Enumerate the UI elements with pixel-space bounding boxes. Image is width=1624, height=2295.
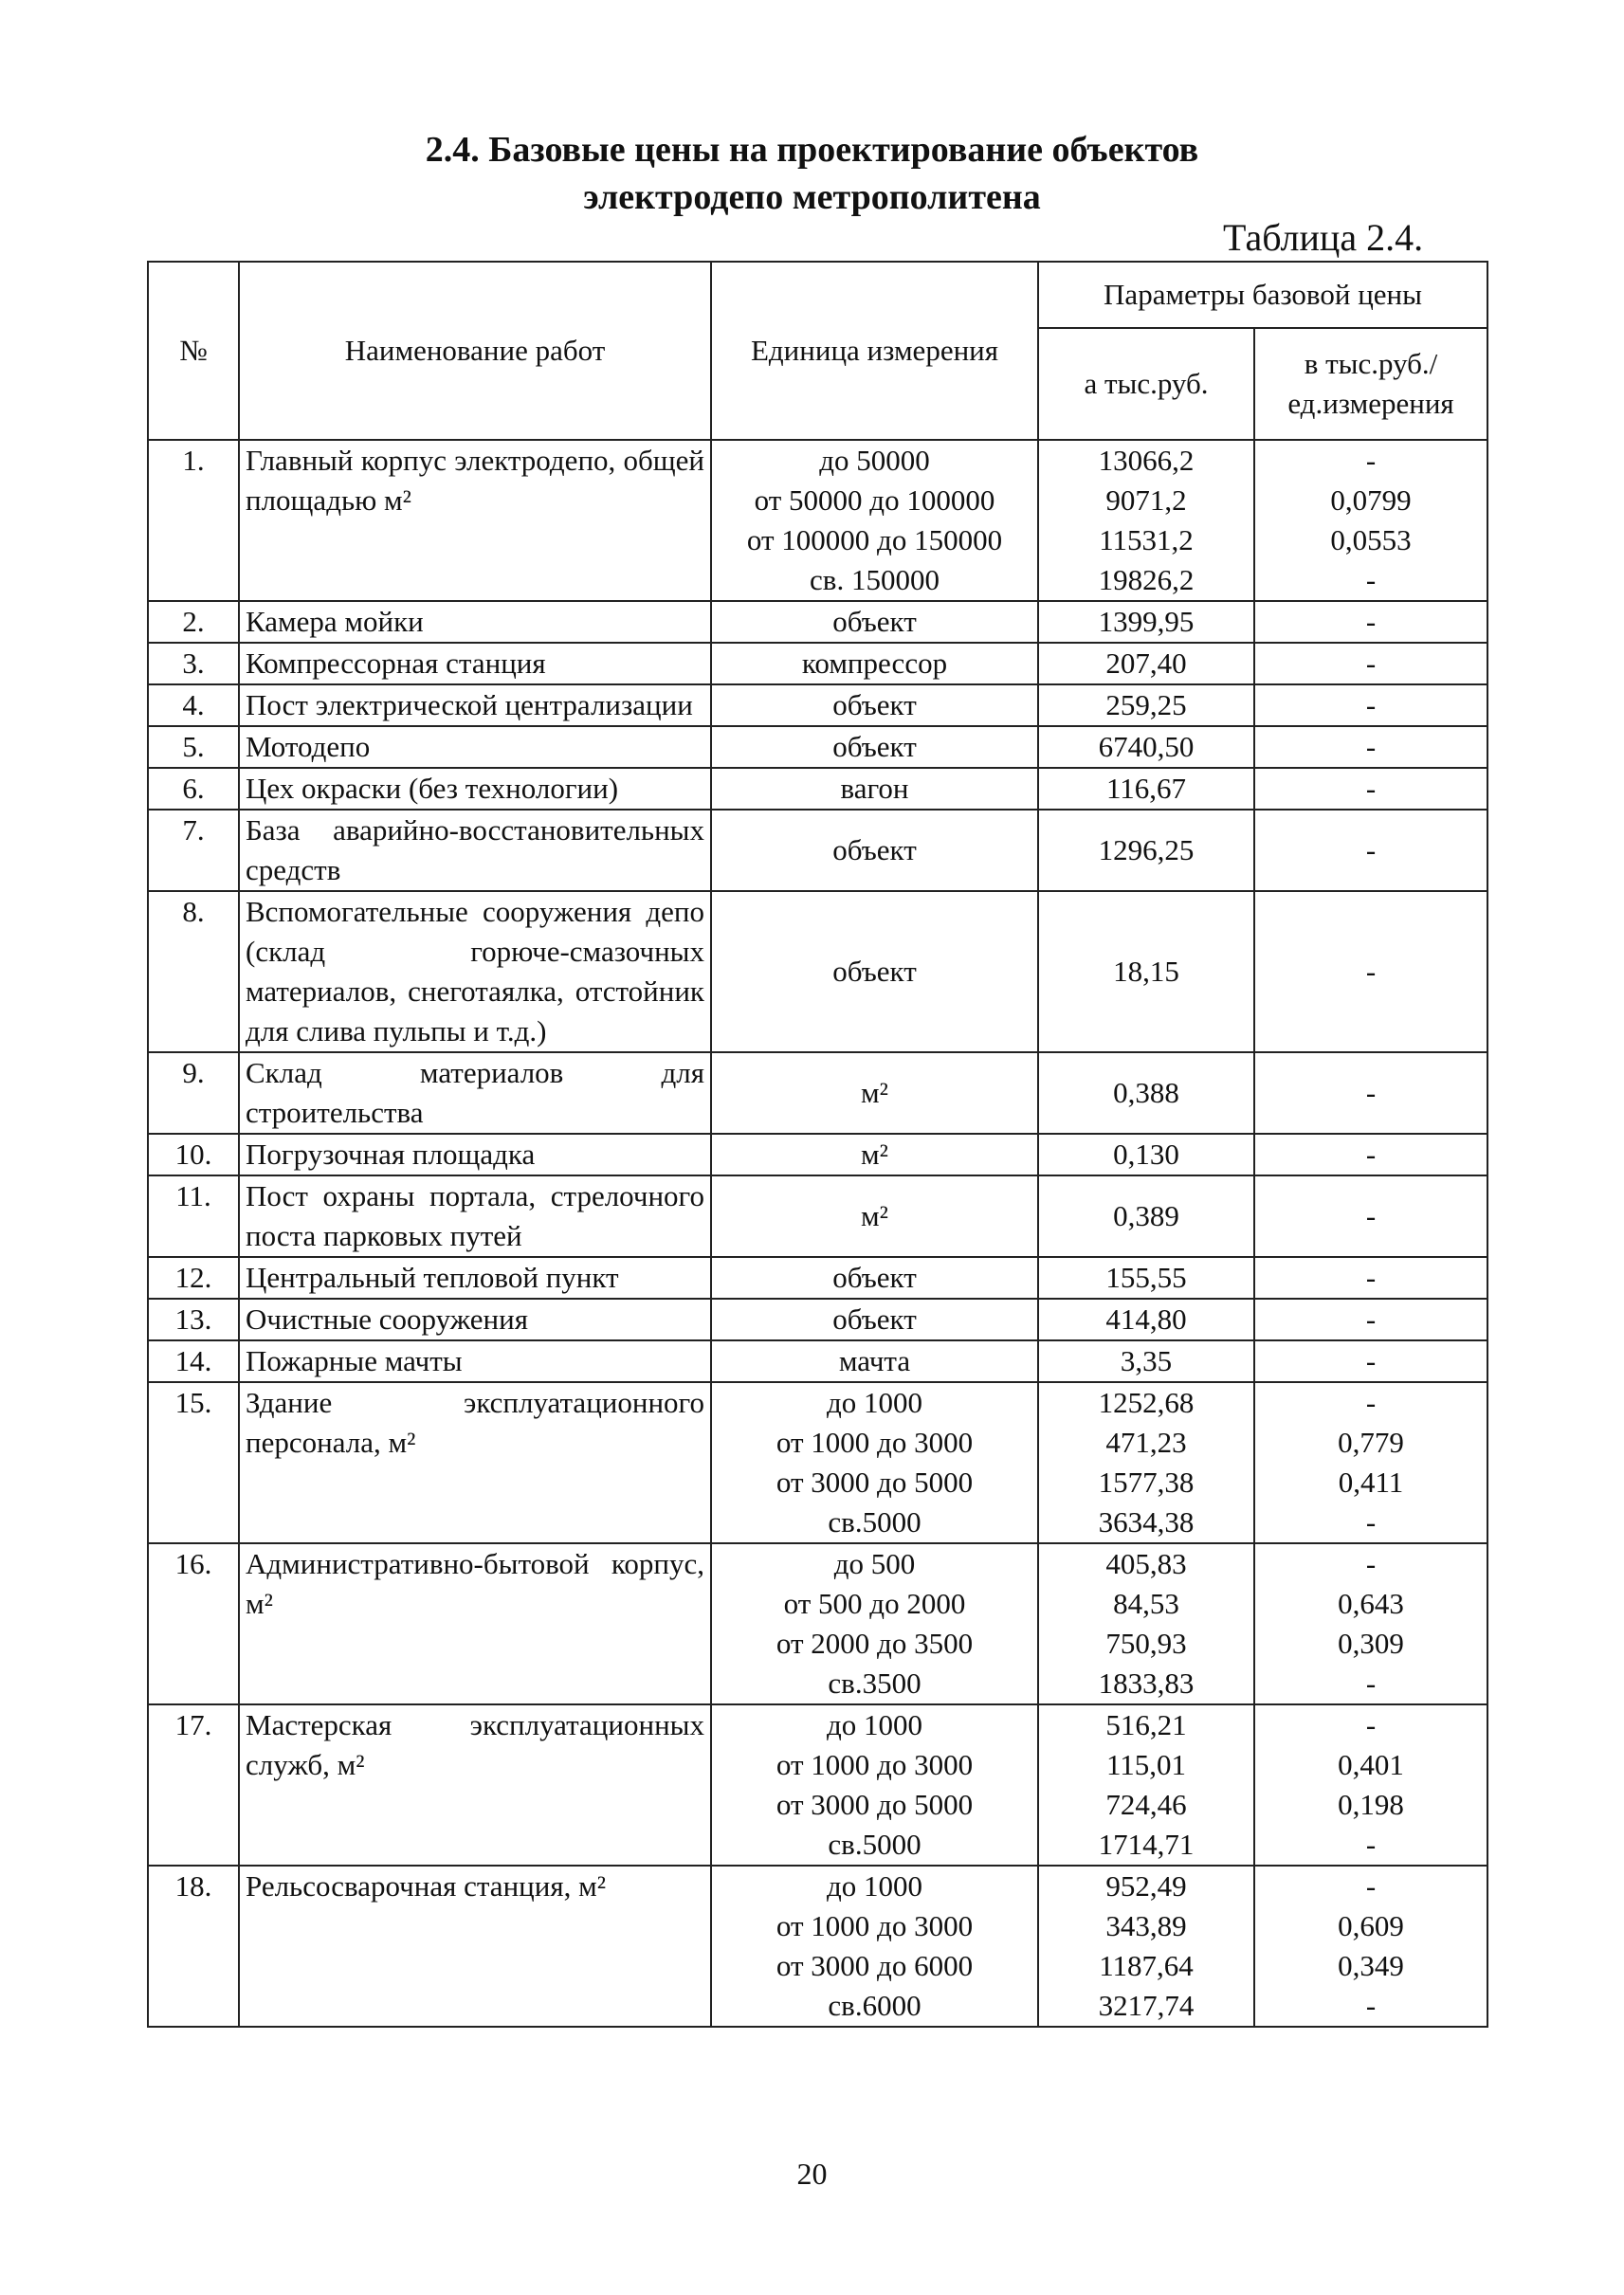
work-name: Рельсосварочная станция, м² (239, 1866, 711, 2027)
price-table (147, 261, 1488, 2028)
unit (711, 1543, 1038, 1704)
unit-value: до 1000 (826, 1869, 923, 1903)
price-b (1254, 1052, 1487, 1134)
row-number: 7. (148, 810, 239, 891)
table-row (148, 1299, 1487, 1340)
unit (711, 601, 1038, 643)
price-b (1254, 1866, 1487, 2027)
price-a-value: 115,01 (1105, 1748, 1187, 1781)
price-a-value: 0,130 (1113, 1138, 1179, 1171)
price-a (1038, 1704, 1254, 1866)
price-b-value: 0,198 (1338, 1788, 1404, 1821)
price-b-value: 0,0799 (1330, 483, 1412, 517)
table-row (148, 1052, 1487, 1134)
row-number: 18. (148, 1866, 239, 2027)
table-row (148, 768, 1487, 810)
table-row (148, 684, 1487, 726)
unit (711, 726, 1038, 768)
unit-value: от 50000 до 100000 (754, 483, 995, 517)
price-a-value: 13066,2 (1098, 444, 1195, 477)
price-b-value: - (1365, 1505, 1377, 1539)
header-name: Наименование работ (239, 262, 711, 440)
unit-value: св.5000 (828, 1828, 921, 1861)
unit-value: от 3000 до 5000 (776, 1788, 974, 1821)
work-name: Погрузочная площадка (239, 1134, 711, 1175)
price-b-value: - (1365, 1076, 1377, 1109)
unit-value: до 1000 (826, 1386, 923, 1419)
price-a-value: 343,89 (1105, 1909, 1187, 1942)
price-a (1038, 726, 1254, 768)
price-a-value: 3634,38 (1098, 1505, 1195, 1539)
work-name: Здание эксплуатационного персонала, м² (239, 1382, 711, 1543)
price-a-value: 1187,64 (1099, 1949, 1194, 1982)
price-a (1038, 1257, 1254, 1299)
unit-value: от 1000 до 3000 (776, 1748, 974, 1781)
unit-value: от 3000 до 5000 (776, 1466, 974, 1499)
work-name: Пост электрической централизации (239, 684, 711, 726)
unit-value: объект (832, 1261, 917, 1294)
unit (711, 1257, 1038, 1299)
work-name: Главный корпус электродепо, общей площадью м² (239, 440, 711, 601)
title-line-2: электродепо метрополитена (583, 177, 1041, 217)
price-a-value: 6740,50 (1098, 730, 1195, 763)
price-b-value: - (1365, 833, 1377, 866)
price-a-value: 3,35 (1120, 1344, 1173, 1377)
unit-value: от 100000 до 150000 (746, 523, 1003, 556)
price-a (1038, 601, 1254, 643)
price-a (1038, 810, 1254, 891)
unit-value: объект (832, 730, 917, 763)
price-a-value: 155,55 (1105, 1261, 1187, 1294)
unit (711, 891, 1038, 1052)
table-body (148, 440, 1487, 2027)
price-b (1254, 1543, 1487, 1704)
unit (711, 1299, 1038, 1340)
work-name: Мастерская эксплуатационных служб, м² (239, 1704, 711, 1866)
price-b (1254, 684, 1487, 726)
price-b-value: 0,0553 (1330, 523, 1412, 556)
price-b-value: - (1365, 1828, 1377, 1861)
price-b (1254, 1257, 1487, 1299)
table-row (148, 1382, 1487, 1543)
unit (711, 1175, 1038, 1257)
unit-value: св.6000 (828, 1989, 921, 2022)
price-b-value: 0,643 (1338, 1587, 1404, 1620)
unit-value: до 50000 (819, 444, 930, 477)
price-a-value: 0,388 (1113, 1076, 1179, 1109)
unit-value: объект (832, 833, 917, 866)
unit (711, 440, 1038, 601)
price-b-value: - (1365, 444, 1377, 477)
unit-value: от 2000 до 3500 (776, 1627, 974, 1660)
unit (711, 1382, 1038, 1543)
unit-value: м² (861, 1199, 888, 1232)
table-row (148, 1340, 1487, 1382)
unit (711, 1340, 1038, 1382)
unit-value: объект (832, 688, 917, 721)
unit-value: от 3000 до 6000 (776, 1949, 974, 1982)
work-name: База аварийно-восстановительных средств (239, 810, 711, 891)
row-number: 8. (148, 891, 239, 1052)
price-b-value: - (1365, 1989, 1377, 2022)
price-a-value: 750,93 (1105, 1627, 1187, 1660)
price-b-value: - (1365, 1302, 1377, 1336)
table-row (148, 1257, 1487, 1299)
price-b (1254, 440, 1487, 601)
work-name: Административно-бытовой корпус, м² (239, 1543, 711, 1704)
unit-value: до 1000 (826, 1708, 923, 1741)
table-header (148, 262, 1487, 440)
table-row (148, 1866, 1487, 2027)
row-number: 12. (148, 1257, 239, 1299)
price-a-value: 405,83 (1105, 1547, 1187, 1580)
table-row (148, 1543, 1487, 1704)
price-b (1254, 1134, 1487, 1175)
work-name: Компрессорная станция (239, 643, 711, 684)
price-a (1038, 1866, 1254, 2027)
unit (711, 768, 1038, 810)
unit-value: от 1000 до 3000 (776, 1426, 974, 1459)
price-b-value: 0,411 (1338, 1466, 1404, 1499)
unit-value: м² (861, 1138, 888, 1171)
page-number: 20 (796, 2157, 828, 2191)
price-b-value: 0,349 (1338, 1949, 1404, 1982)
price-a (1038, 1175, 1254, 1257)
work-name: Пост охраны портала, стрелочного поста парковых путей (239, 1175, 711, 1257)
row-number: 6. (148, 768, 239, 810)
price-b (1254, 1299, 1487, 1340)
header-unit: Единица измерения (711, 262, 1038, 440)
price-a-value: 414,80 (1105, 1302, 1187, 1336)
price-b-value: 0,401 (1338, 1748, 1404, 1781)
price-a-value: 116,67 (1105, 772, 1187, 805)
table-row (148, 1134, 1487, 1175)
row-number: 5. (148, 726, 239, 768)
page-title (0, 126, 1624, 221)
price-b-value: - (1365, 1138, 1377, 1171)
price-a (1038, 440, 1254, 601)
price-a-value: 724,46 (1105, 1788, 1187, 1821)
price-b-value: - (1365, 772, 1377, 805)
price-b-value: - (1365, 1547, 1377, 1580)
price-b (1254, 768, 1487, 810)
row-number: 17. (148, 1704, 239, 1866)
price-a (1038, 684, 1254, 726)
price-b (1254, 1175, 1487, 1257)
unit-value: до 500 (833, 1547, 916, 1580)
table-row (148, 1175, 1487, 1257)
price-a (1038, 643, 1254, 684)
price-a (1038, 1052, 1254, 1134)
work-name: Камера мойки (239, 601, 711, 643)
price-b-value: - (1365, 563, 1377, 596)
price-a-value: 11531,2 (1099, 523, 1194, 556)
price-a (1038, 1340, 1254, 1382)
unit-value: мачта (838, 1344, 911, 1377)
work-name: Центральный тепловой пункт (239, 1257, 711, 1299)
unit-value: от 1000 до 3000 (776, 1909, 974, 1942)
header-a: а тыс.руб. (1038, 328, 1254, 440)
price-b-value: - (1365, 730, 1377, 763)
row-number: 14. (148, 1340, 239, 1382)
work-name: Склад материалов для строительства (239, 1052, 711, 1134)
unit (711, 643, 1038, 684)
work-name: Пожарные мачты (239, 1340, 711, 1382)
row-number: 4. (148, 684, 239, 726)
price-b (1254, 1340, 1487, 1382)
price-b (1254, 891, 1487, 1052)
title-line-1: 2.4. Базовые цены на проектирование объектов (425, 130, 1199, 170)
row-number: 10. (148, 1134, 239, 1175)
work-name: Вспомогательные сооружения депо (склад горюче-смазочных материалов, снеготаялка, отстойник для слива пульпы и т.д.) (239, 891, 711, 1052)
unit-value: св. 150000 (810, 563, 940, 596)
unit-value: компрессор (801, 647, 948, 680)
price-b-value: - (1365, 1199, 1377, 1232)
price-a (1038, 1299, 1254, 1340)
table-row (148, 601, 1487, 643)
price-a (1038, 1543, 1254, 1704)
row-number: 11. (148, 1175, 239, 1257)
table-row (148, 726, 1487, 768)
unit-value: м² (861, 1076, 888, 1109)
price-b-value: 0,309 (1338, 1627, 1404, 1660)
table-row (148, 810, 1487, 891)
unit-value: св.5000 (828, 1505, 921, 1539)
price-a-value: 1399,95 (1098, 605, 1195, 638)
work-name: Цех окраски (без технологии) (239, 768, 711, 810)
price-b (1254, 726, 1487, 768)
price-b-value: 0,779 (1338, 1426, 1404, 1459)
price-a-value: 1252,68 (1098, 1386, 1195, 1419)
price-a (1038, 1382, 1254, 1543)
table-row (148, 1704, 1487, 1866)
table-row (148, 643, 1487, 684)
row-number: 2. (148, 601, 239, 643)
row-number: 13. (148, 1299, 239, 1340)
price-b-value: - (1365, 688, 1377, 721)
price-b (1254, 810, 1487, 891)
unit (711, 1866, 1038, 2027)
price-a-value: 9071,2 (1105, 483, 1187, 517)
price-b (1254, 1382, 1487, 1543)
unit (711, 684, 1038, 726)
unit-value: объект (832, 1302, 917, 1336)
price-a-value: 84,53 (1113, 1587, 1179, 1620)
price-b-value: - (1365, 1344, 1377, 1377)
unit-value: вагон (840, 772, 909, 805)
row-number: 15. (148, 1382, 239, 1543)
work-name: Мотодепо (239, 726, 711, 768)
row-number: 9. (148, 1052, 239, 1134)
price-b-value: 0,609 (1338, 1909, 1404, 1942)
unit (711, 1052, 1038, 1134)
price-a-value: 516,21 (1105, 1708, 1187, 1741)
price-a-value: 1577,38 (1098, 1466, 1195, 1499)
unit-value: от 500 до 2000 (783, 1587, 966, 1620)
price-a-value: 18,15 (1113, 955, 1179, 988)
price-a-value: 1296,25 (1098, 833, 1195, 866)
price-b-value: - (1365, 955, 1377, 988)
price-b-value: - (1365, 1869, 1377, 1903)
price-a-value: 1833,83 (1098, 1667, 1195, 1700)
unit-value: объект (832, 955, 917, 988)
header-num: № (148, 262, 239, 440)
price-a-value: 19826,2 (1098, 563, 1195, 596)
price-b-value: - (1365, 647, 1377, 680)
price-a-value: 3217,74 (1098, 1989, 1195, 2022)
header-b: в тыс.руб./ ед.измерения (1254, 328, 1487, 440)
unit (711, 1134, 1038, 1175)
row-number: 3. (148, 643, 239, 684)
price-a (1038, 891, 1254, 1052)
row-number: 1. (148, 440, 239, 601)
unit-value: объект (832, 605, 917, 638)
unit (711, 810, 1038, 891)
price-a-value: 207,40 (1105, 647, 1187, 680)
price-a-value: 952,49 (1105, 1869, 1187, 1903)
price-b-value: - (1365, 605, 1377, 638)
table-caption: Таблица 2.4. (1223, 216, 1424, 259)
price-a-value: 0,389 (1113, 1199, 1179, 1232)
row-number: 16. (148, 1543, 239, 1704)
price-a-value: 471,23 (1105, 1426, 1187, 1459)
price-b-value: - (1365, 1261, 1377, 1294)
work-name: Очистные сооружения (239, 1299, 711, 1340)
header-params: Параметры базовой цены (1038, 262, 1487, 328)
price-b-value: - (1365, 1667, 1377, 1700)
price-b (1254, 643, 1487, 684)
table-row (148, 440, 1487, 601)
unit (711, 1704, 1038, 1866)
price-b (1254, 1704, 1487, 1866)
price-b-value: - (1365, 1708, 1377, 1741)
price-a (1038, 768, 1254, 810)
price-b (1254, 601, 1487, 643)
unit-value: св.3500 (828, 1667, 921, 1700)
price-a-value: 259,25 (1105, 688, 1187, 721)
price-a (1038, 1134, 1254, 1175)
table-row (148, 891, 1487, 1052)
price-a-value: 1714,71 (1098, 1828, 1195, 1861)
price-b-value: - (1365, 1386, 1377, 1419)
